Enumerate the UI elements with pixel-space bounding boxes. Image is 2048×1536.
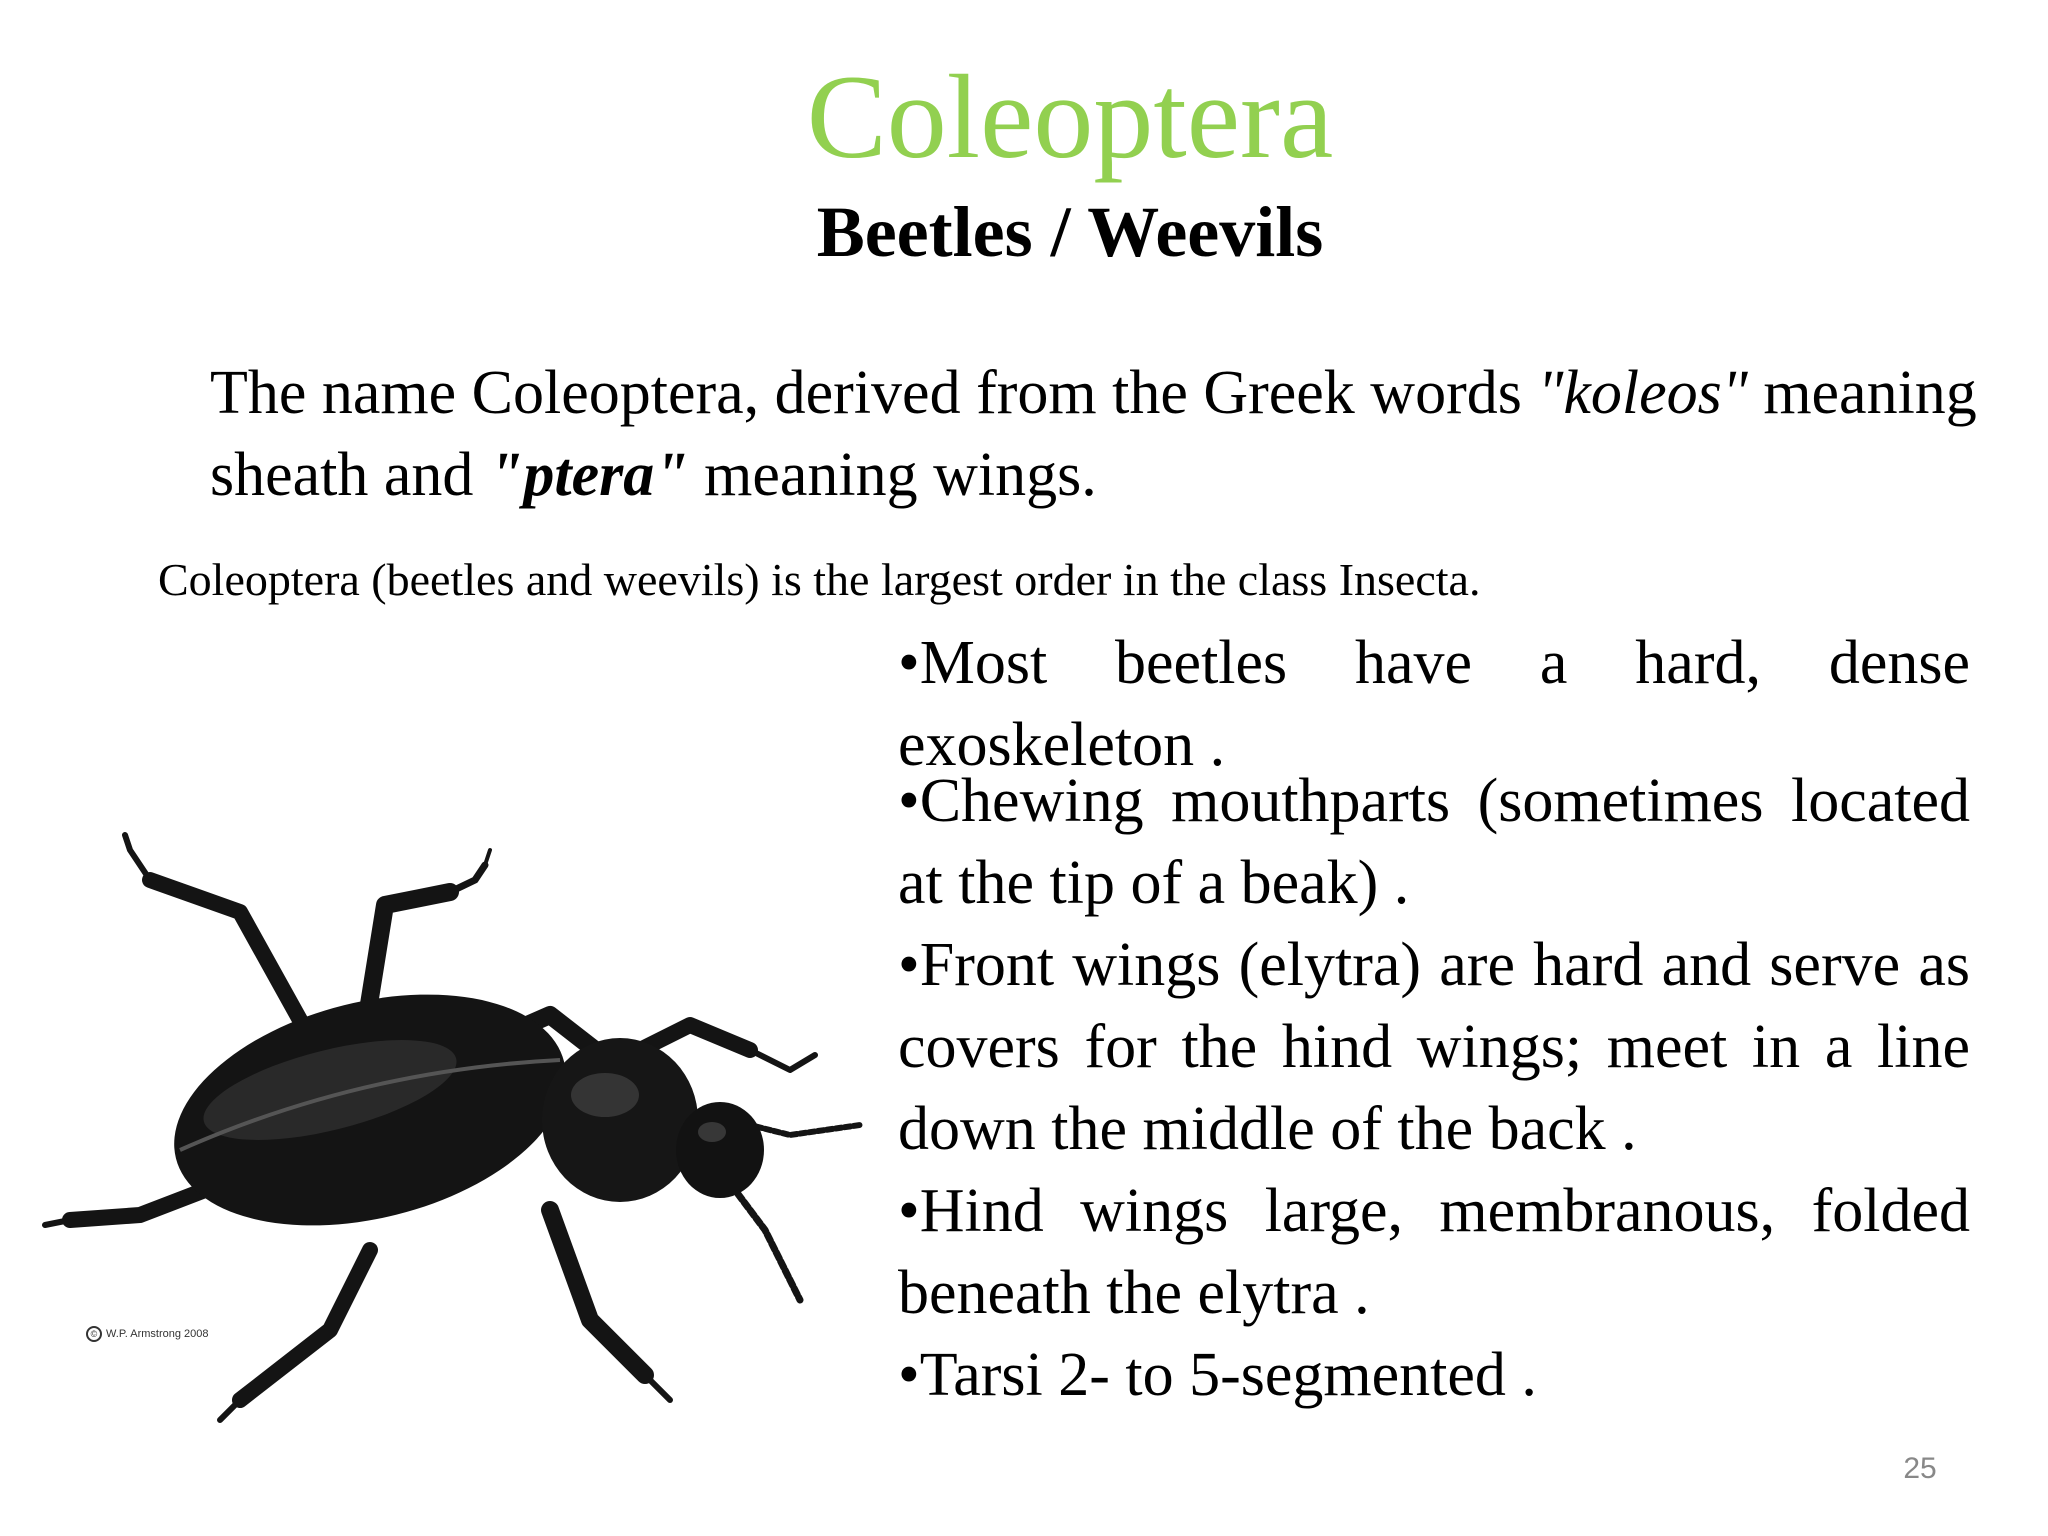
intro-paragraph (210, 352, 1990, 516)
beetle-icon (30, 820, 870, 1440)
intro-text-1: The name Coleoptera, derived from the Greek words (210, 359, 1538, 427)
slide-title: Coleoptera (806, 50, 1334, 183)
bullet-item: •Hind wings large, membranous, folded beneath the elytra . (898, 1177, 1970, 1327)
bullet-item: •Chewing mouthparts (sometimes located at the tip of a beak) . (898, 767, 1970, 917)
intro-word-ptera: "ptera" (488, 441, 689, 509)
image-credit-text: W.P. Armstrong 2008 (106, 1327, 209, 1340)
page-number: 25 (1903, 1452, 1937, 1485)
intro-text-2: meaning sheath and (210, 359, 1977, 509)
copyright-icon: © (86, 1326, 102, 1342)
bullet-item: •Front wings (elytra) are hard and serve as covers for the hind wings; meet in a line down the middle of the back . (898, 931, 1970, 1163)
slide-subtitle: Beetles / Weevils (816, 192, 1324, 272)
bullet-item: •Tarsi 2- to 5-segmented . (898, 1341, 1537, 1409)
bullet-list (898, 622, 1970, 1416)
intro-text-3: meaning wings. (688, 441, 1097, 509)
largest-order-text: Coleoptera (beetles and weevils) is the largest order in the class Insecta. (158, 554, 1481, 605)
intro-word-koleos: "koleos" (1537, 359, 1748, 427)
bullet-item: •Most beetles have a hard, dense exoskeleton . (898, 629, 1970, 779)
image-credit (86, 1326, 209, 1342)
beetle-photo (30, 820, 870, 1440)
